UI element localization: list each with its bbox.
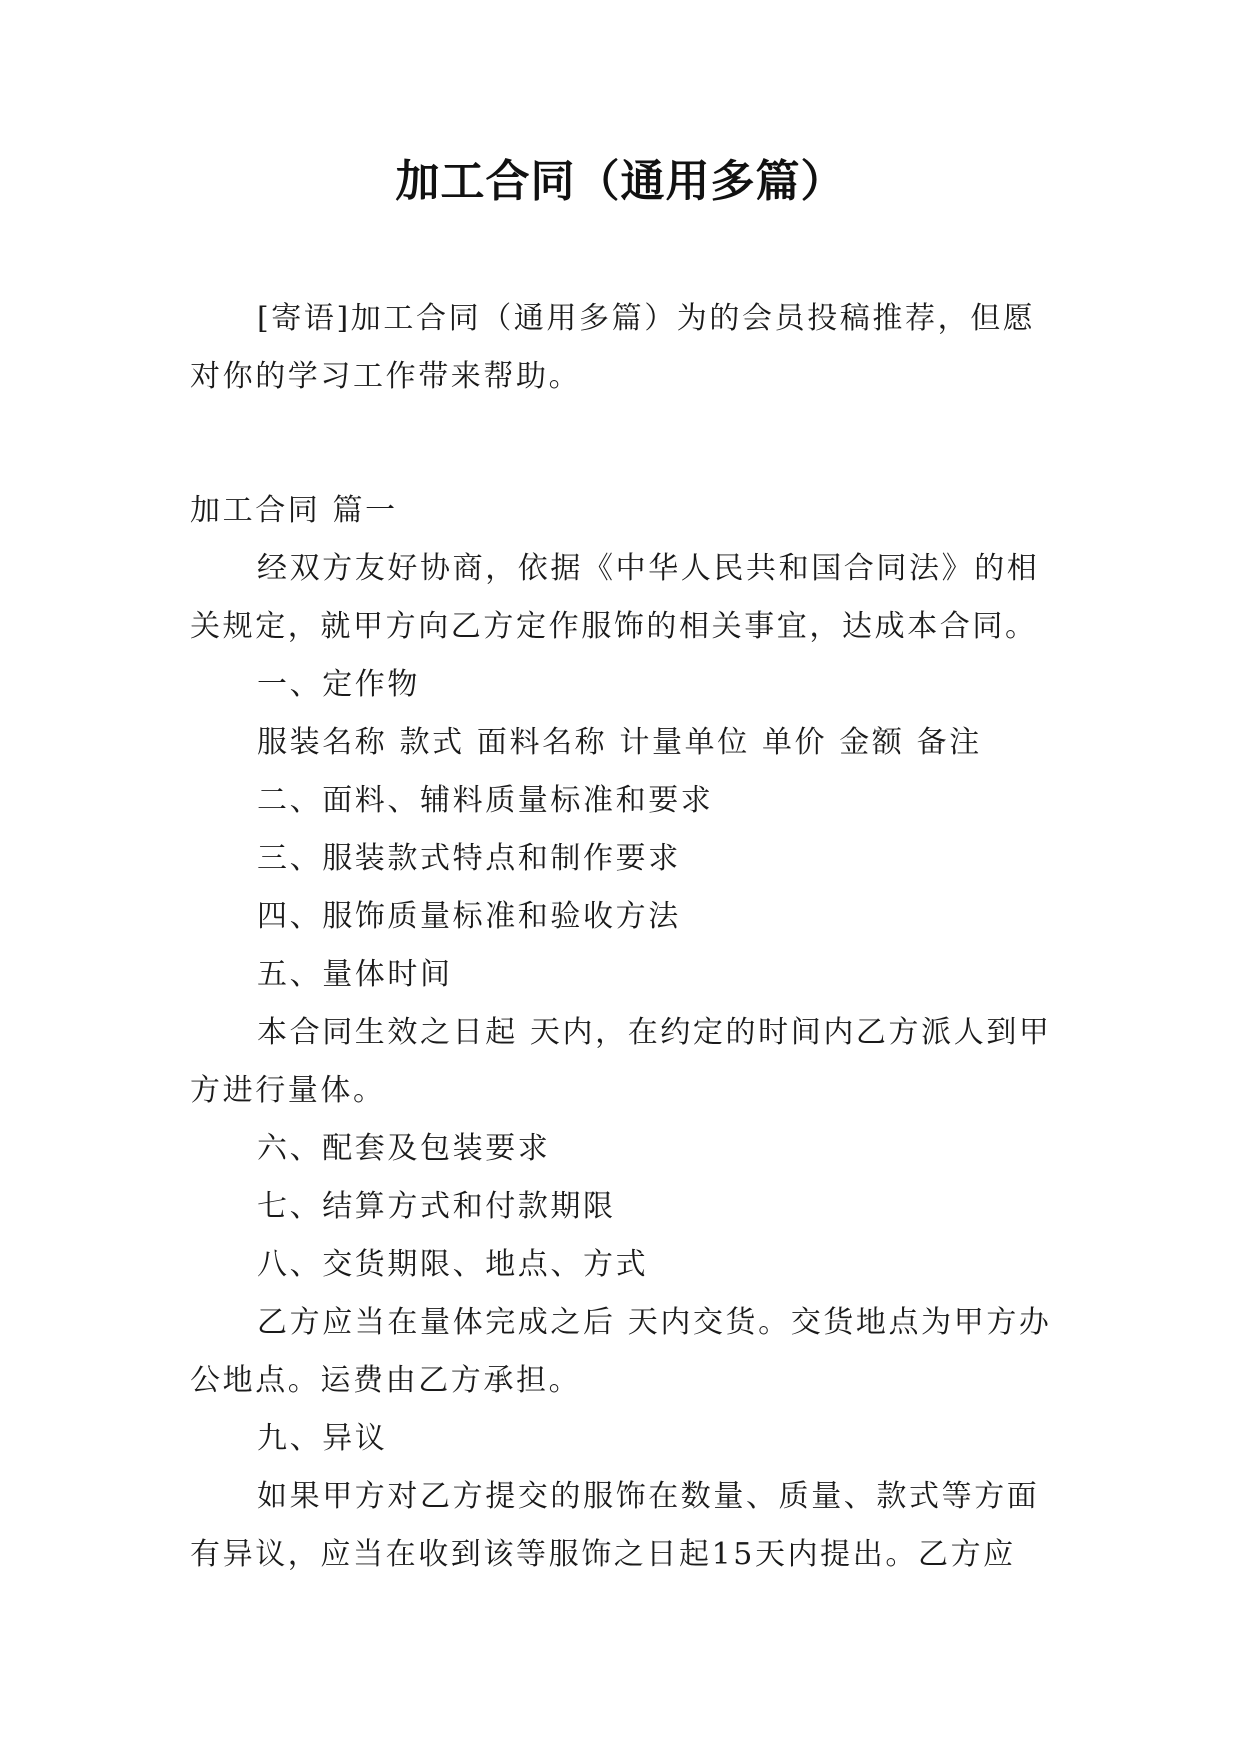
body-paragraph: 如果甲方对乙方提交的服饰在数量、质量、款式等方面有异议，应当在收到该等服饰之日起15天内提出。乙方应 — [190, 1479, 1040, 1572]
clause-heading: 四、服饰质量标准和验收方法 — [257, 899, 681, 934]
clause-heading: 九、异议 — [257, 1421, 388, 1456]
clause-heading: 六、配套及包装要求 — [257, 1131, 551, 1166]
clause-heading: 七、结算方式和付款期限 — [257, 1189, 616, 1224]
document-title: 加工合同（通用多篇） — [395, 156, 846, 207]
body-paragraph: 乙方应当在量体完成之后 天内交货。交货地点为甲方办公地点。运费由乙方承担。 — [190, 1305, 1052, 1398]
intro-paragraph: [寄语]加工合同（通用多篇）为的会员投稿推荐，但愿对你的学习工作带来帮助。 — [190, 301, 1036, 394]
document-body — [190, 290, 1062, 1584]
clause-heading: 二、面料、辅料质量标准和要求 — [257, 783, 714, 818]
body-paragraph: 本合同生效之日起 天内，在约定的时间内乙方派人到甲方进行量体。 — [190, 1015, 1052, 1108]
clause-heading: 三、服装款式特点和制作要求 — [257, 841, 681, 876]
section-heading: 加工合同 篇一 — [190, 493, 398, 528]
clause-heading: 五、量体时间 — [257, 957, 453, 992]
clause-heading: 八、交货期限、地点、方式 — [257, 1247, 649, 1282]
body-paragraph: 服装名称 款式 面料名称 计量单位 单价 金额 备注 — [257, 725, 982, 760]
clause-heading: 一、定作物 — [257, 667, 420, 702]
paragraph-gap — [190, 406, 1062, 482]
body-paragraph: 经双方友好协商，依据《中华人民共和国合同法》的相关规定，就甲方向乙方定作服饰的相关事宜，达成本合同。 — [190, 551, 1040, 644]
